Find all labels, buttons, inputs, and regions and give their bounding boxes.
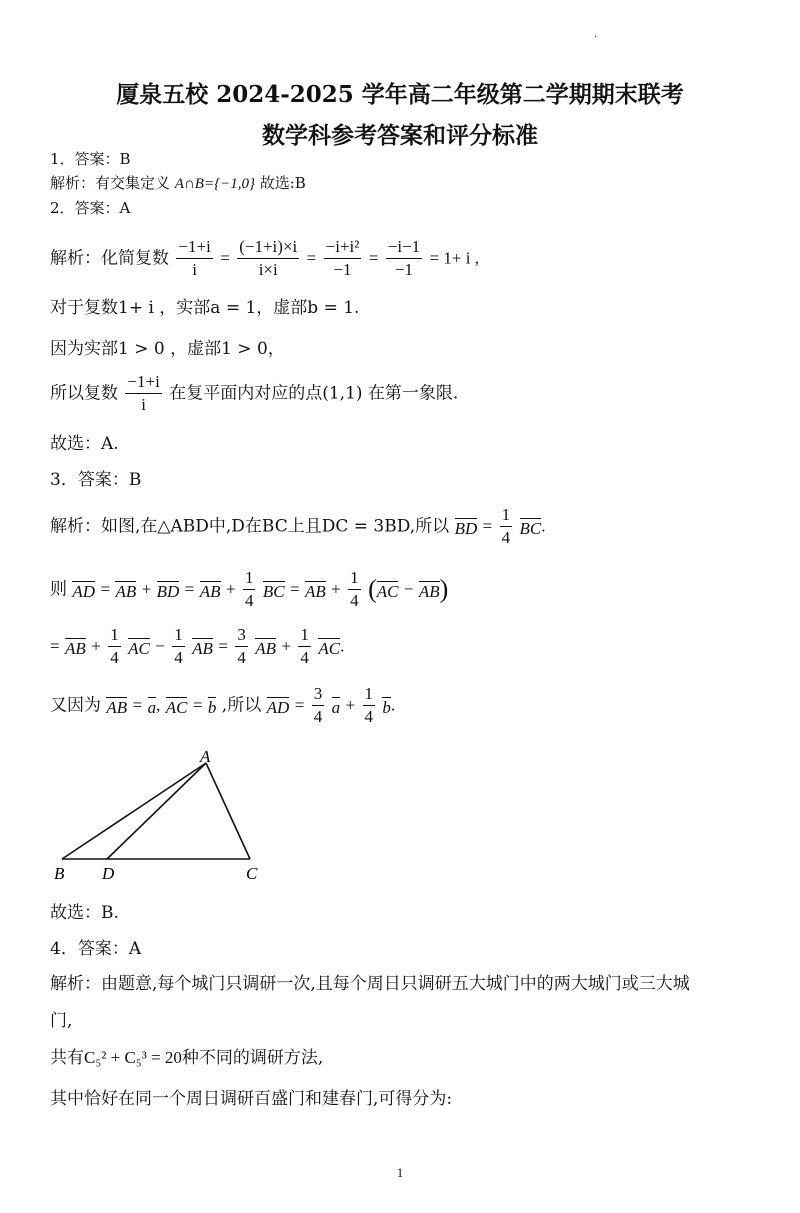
vector-bc: BC (519, 518, 542, 538)
q3-step1-label: 则 (50, 579, 67, 600)
vector-ac: AC (318, 638, 341, 658)
page-number: 1 (396, 1165, 404, 1180)
equals-sign: = (368, 248, 379, 268)
q2-fraction-4-den: −1 (394, 260, 414, 279)
vector-ab: AB (192, 638, 213, 658)
vertex-label-a: A (200, 747, 211, 766)
q2-sign-check: 因为实部1 > 0 ，虚部1 > 0， (50, 339, 285, 359)
q2-answer: 2．答案：A (50, 199, 131, 217)
q2-quadrant-suffix: 在复平面内对应的点(1,1) 在第一象限. (169, 383, 459, 404)
segment-ad (107, 763, 206, 859)
vector-ab: AB (199, 581, 221, 601)
fraction-one-quarter: $\frac{1}{4}$ (364, 684, 373, 726)
q3-step3-prefix: 又因为 (50, 695, 101, 716)
vertex-label-d: D (102, 864, 115, 883)
q3-step-1: 则 AD = AB + BD = AB + $\frac{1}{4}$ BC = AB + $\frac{1}{4}$ (AC − AB) (50, 568, 449, 610)
scan-speck: · (594, 32, 598, 43)
q2-fraction-4-num: −i−1 (386, 236, 422, 259)
page-title: 厦泉五校 2024-2025 学年高二年级第二学期期末联考 (116, 81, 684, 108)
vector-ac: AC (165, 697, 188, 717)
q3-step-2: = AB + $\frac{1}{4}$ AC − $\frac{1}{4}$ AB = $\frac{3}{4}$ AB + $\frac{1}{4}$ AC. (50, 625, 345, 667)
q4-count-prefix: 共有 (50, 1048, 84, 1068)
q4-count-line (50, 1047, 323, 1069)
page-subtitle: 数学科参考答案和评分标准 (262, 122, 538, 149)
q2-analysis-prefix: 解析：化简复数 (50, 248, 169, 269)
q2-quadrant-fraction-num: −1+i (125, 371, 161, 394)
vector-a: a (331, 697, 341, 717)
q2-fraction-4 (386, 236, 422, 281)
q2-result: = 1+ i , (429, 248, 479, 268)
equals-sign: = (220, 248, 230, 268)
q3-step-3: 又因为 AB = a, AC = b ,所以 AD = $\frac{3}{4}$ a + $\frac{1}{4}$ b. (50, 684, 396, 726)
vector-ad: AD (266, 697, 290, 717)
q2-fraction-3-den: −1 (333, 260, 352, 279)
vector-bc: BC (262, 581, 285, 601)
q3-step3-mid: ,所以 (221, 695, 262, 716)
segment-ab (62, 763, 206, 859)
q2-fraction-2-num: (−1+i)×i (237, 236, 299, 259)
fraction-three-quarters: $\frac{3}{4}$ (313, 684, 323, 726)
q4-count-suffix: 种不同的调研方法, (181, 1048, 324, 1068)
vector-ab: AB (115, 581, 137, 601)
q1-conclusion: 故选:B (259, 174, 306, 192)
q2-quadrant-prefix: 所以复数 (50, 383, 118, 404)
vector-ad: AD (72, 581, 96, 601)
q3-answer: 3．答案：B (50, 470, 142, 490)
q2-fraction-1 (176, 236, 212, 281)
q2-quadrant-fraction (125, 371, 161, 416)
equals-sign: = (482, 516, 493, 536)
q3-conclusion: 故选：B. (50, 903, 119, 923)
q4-analysis-line-1: 解析：由题意,每个城门只调研一次,且每个周日只调研五大城门中的两大城门或三大城 (50, 974, 690, 994)
q4-combination-expr: C₅² + C₅³ = 20 (84, 1048, 182, 1067)
fraction-one-quarter: $\frac{1}{4}$ (174, 625, 183, 667)
q2-fraction-3-num: −i+i² (324, 236, 362, 259)
vector-ab: AB (255, 638, 277, 658)
q1-analysis (50, 172, 306, 195)
vector-bd: BD (454, 518, 478, 538)
q1-analysis-prefix: 解析：有交集定义 (50, 174, 171, 192)
q2-fraction-1-num: −1+i (176, 236, 212, 259)
q3-analysis-text: 解析：如图,在△ABD中,D在BC上且DC = 3BD,所以 (50, 516, 450, 537)
q2-fraction-2-den: i×i (258, 260, 278, 279)
fraction-one-quarter: $\frac{1}{4}$ (350, 568, 359, 610)
q2-fraction-2 (237, 236, 299, 281)
triangle-figure (40, 745, 280, 890)
q2-simplification (50, 236, 479, 281)
q1-set-expression: A∩B={−1,0} (174, 176, 255, 192)
fraction-one-quarter: $\frac{1}{4}$ (300, 625, 309, 667)
q2-quadrant-line (50, 371, 458, 416)
vector-ab: AB (418, 581, 440, 601)
fraction-one-quarter: $\frac{1}{4}$ (110, 625, 119, 667)
equals-sign: = (306, 248, 317, 268)
q2-quadrant-fraction-den: i (141, 395, 146, 414)
q4-answer: 4．答案：A (50, 939, 142, 959)
vector-ab: AB (304, 581, 326, 601)
vertex-label-b: B (54, 864, 65, 883)
q1-answer: 1．答案：B (50, 150, 131, 168)
vector-ac: AC (376, 581, 399, 601)
vector-ab: AB (65, 638, 86, 658)
q4-analysis-line-2: 门, (50, 1011, 73, 1031)
fraction-one-quarter: $\frac{1}{4}$ (244, 568, 254, 610)
vector-b: b (382, 697, 391, 717)
q2-conclusion: 故选：A. (50, 434, 119, 454)
q3-analysis: 解析：如图,在△ABD中,D在BC上且DC = 3BD,所以 BD = $\frac{1}{4}$ BC. (50, 505, 546, 547)
vector-ab: AB (106, 697, 128, 717)
segment-ac (206, 763, 250, 859)
fraction-one-quarter: $\frac{1}{4}$ (501, 505, 511, 547)
vector-b: b (207, 697, 217, 717)
vertex-label-c: C (246, 864, 258, 883)
fraction-three-quarters: $\frac{3}{4}$ (237, 625, 246, 667)
vector-a: a (147, 697, 157, 717)
vector-bd: BD (156, 581, 180, 601)
q4-case-line: 其中恰好在同一个周日调研百盛门和建春门,可得分为: (50, 1089, 453, 1109)
vector-ac: AC (128, 638, 150, 658)
q2-fraction-1-den: i (192, 260, 197, 279)
q2-real-imag-parts: 对于复数1+ i ，实部a = 1，虚部b = 1. (50, 298, 360, 318)
q2-fraction-3 (324, 236, 362, 281)
